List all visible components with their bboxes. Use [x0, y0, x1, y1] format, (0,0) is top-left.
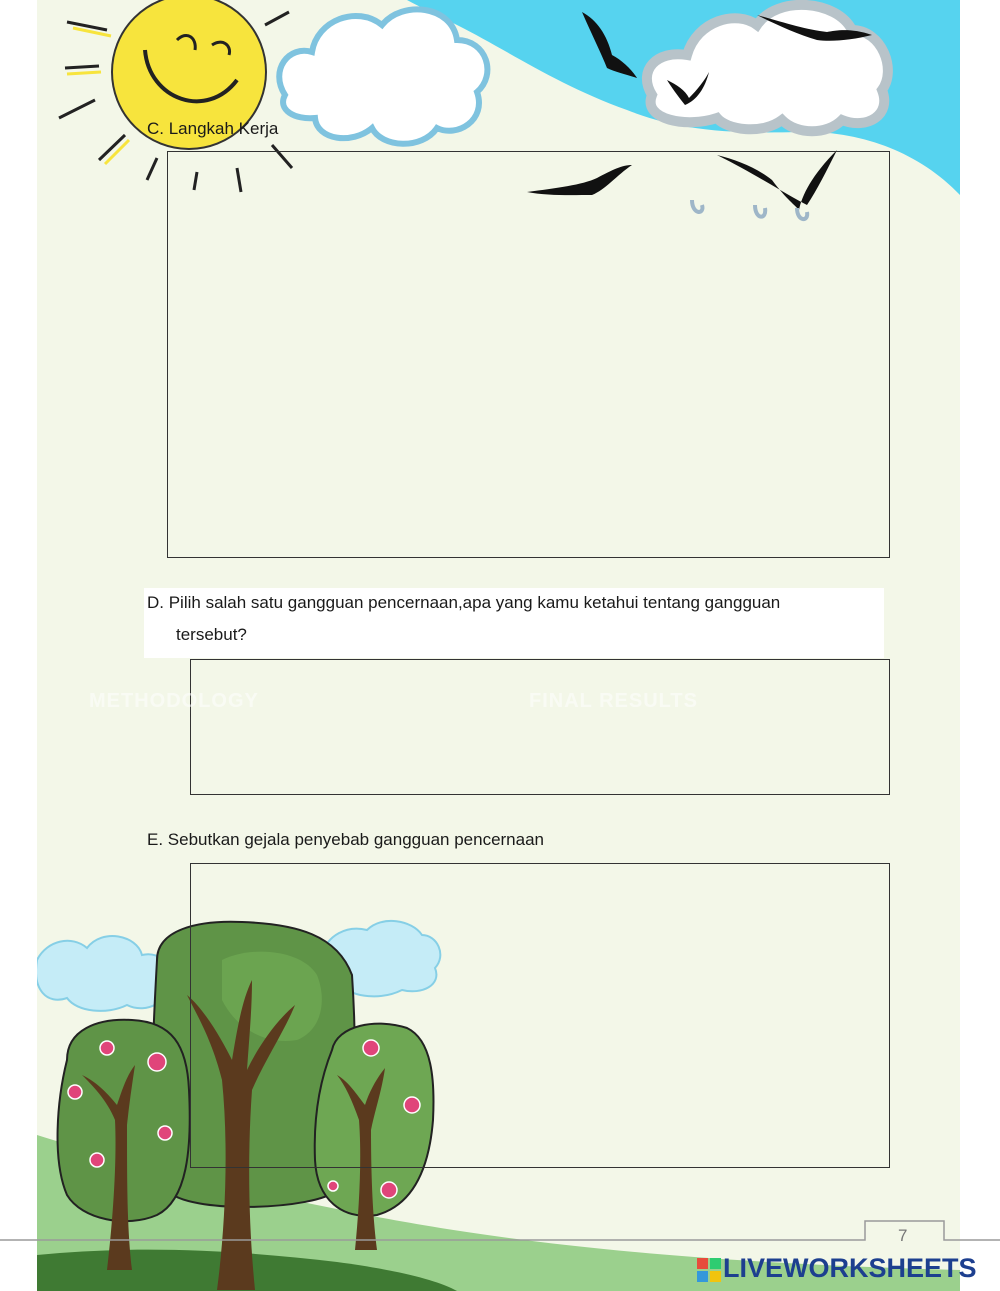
section-d-label-line1: D. Pilih salah satu gangguan pencernaan,apa yang kamu ketahui tentang gangguan	[147, 593, 781, 612]
liveworksheets-brand[interactable]: LIVEWORKSHEETS	[723, 1253, 977, 1283]
answer-box-c[interactable]	[167, 151, 890, 558]
answer-box-e[interactable]	[190, 863, 890, 1168]
ghost-heading-final-results: FINAL RESULTS	[529, 690, 698, 712]
cloud-top	[279, 9, 487, 143]
answer-box-d[interactable]	[190, 659, 890, 795]
cloud-bottom-left	[37, 936, 168, 1011]
worksheet-page	[37, 0, 960, 1291]
ghost-heading-methodology: METHODOLOGY	[89, 690, 259, 712]
section-e-label: E. Sebutkan gejala penyebab gangguan pencernaan	[147, 830, 545, 849]
section-d-label-line2: tersebut?	[176, 625, 247, 644]
liveworksheets-logo-icon	[697, 1258, 721, 1282]
footer-divider	[0, 1215, 1000, 1255]
page-number: 7	[898, 1226, 908, 1245]
section-c-label: C. Langkah Kerja	[147, 119, 279, 138]
